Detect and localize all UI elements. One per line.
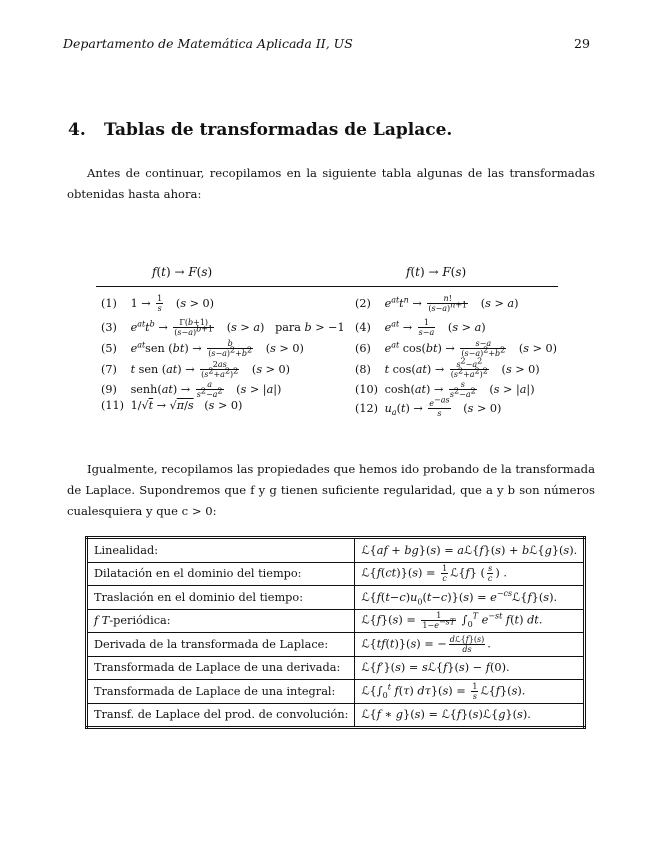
section-number: 4. — [68, 120, 86, 140]
transform-row — [101, 339, 304, 358]
table-row — [87, 538, 585, 563]
row-number: (3) — [101, 320, 117, 334]
transform-formula: $e^{at}t^b$ → $\frac{\Gamma(b+1)}{(s-a)^{b+1}}$ (s > a) para b > −1 — [130, 318, 345, 337]
transform-row — [101, 294, 214, 313]
row-number: (2) — [355, 296, 371, 310]
property-name: Derivada de la transformada de Laplace: — [87, 633, 355, 657]
row-number: (9) — [101, 382, 117, 396]
transform-formula: $u_a(t)$ → $\frac{e^{-as}}{s}$ (s > 0) — [384, 395, 502, 418]
property-formula: ℒ{f′}(s) = sℒ{f}(s) − f(0). — [355, 656, 585, 680]
row-number: (5) — [101, 341, 117, 355]
transform-formula: $e^{at}$ cos(bt) → $\frac{s-a}{(s-a)^2+b^2}$ (s > 0) — [384, 339, 557, 358]
property-name: Transformada de Laplace de una integral: — [87, 680, 355, 704]
transform-table-rule — [96, 286, 558, 287]
section-title — [68, 120, 452, 140]
transform-row — [355, 356, 540, 379]
transform-row — [101, 399, 242, 412]
row-number: (8) — [355, 362, 371, 376]
transform-formula: 1/√t → √π/s (s > 0) — [130, 399, 243, 412]
property-formula: $ℒ\{f(t-c)u_0(t-c)\}(s)$ = $e^{-cs}ℒ\{f\}(s)$. — [355, 586, 585, 610]
table-row — [87, 609, 585, 633]
transform-formula: $e^{at}$ → $\frac{1}{s-a}$ (s > a) — [384, 318, 486, 337]
properties-intro-paragraph — [67, 459, 595, 522]
property-formula: ℒ{af + bg}(s) = aℒ{f}(s) + bℒ{g}(s). — [355, 538, 585, 563]
intro-text: Antes de continuar, recopilamos en la siguiente tabla algunas de las transformadas obtenidas hasta ahora: — [67, 166, 595, 201]
section-title-text: Tablas de transformadas de Laplace. — [104, 120, 453, 140]
transform-formula: senh(at) → $\frac{a}{s^2-a^2}$ (s > |a|) — [130, 380, 282, 399]
row-number: (12) — [355, 401, 378, 415]
properties-intro-text: Igualmente, recopilamos las propiedades que hemos ido probando de la transformada de Laplace. Supondremos que f y g tienen suficiente regularidad, que a y b son números cualesquiera y que c > 0: — [67, 462, 595, 518]
row-number: (7) — [101, 362, 117, 376]
property-name: f T-periódica: — [87, 609, 355, 633]
intro-paragraph — [67, 163, 595, 205]
property-formula: ℒ{f(ct)}(s) = $\frac{1}{c}$ ℒ{f} ( $\frac{s}{c}$ ) . — [355, 562, 585, 586]
transform-row — [355, 318, 486, 337]
properties-table — [85, 536, 586, 729]
transform-row — [101, 380, 281, 399]
table-row — [87, 656, 585, 680]
row-number: (10) — [355, 382, 378, 396]
page-number: 29 — [574, 36, 590, 51]
table-row — [87, 562, 585, 586]
transform-header-left: f(t) → F(s) — [152, 265, 213, 279]
table-row — [87, 586, 585, 610]
property-formula: ℒ{tf(t)}(s) = − dℒ{f}(s) ds . — [355, 633, 585, 657]
property-name: Linealidad: — [87, 538, 355, 563]
property-formula: ℒ{f}(s) = $\frac{1}{1-e^{-sT}}$ $\int_0^T$ $e^{-st}$ f(t) dt. — [355, 609, 585, 633]
transform-row — [101, 318, 345, 337]
transform-formula: 1 → $\frac{1}{s}$ (s > 0) — [130, 294, 215, 313]
transform-row — [355, 395, 502, 418]
property-name: Traslación en el dominio del tiempo: — [87, 586, 355, 610]
transform-formula: t cos(at) → $\frac{s^2-a^2}{(s^2+a^2)^2}$ (s > 0) — [384, 356, 540, 379]
table-row — [87, 680, 585, 704]
property-formula: ℒ{f ∗ g}(s) = ℒ{f}(s)ℒ{g}(s). — [355, 703, 585, 728]
transform-row — [355, 294, 518, 313]
property-name: Transformada de Laplace de una derivada: — [87, 656, 355, 680]
transform-formula: $e^{at}t^n$ → $\frac{n!}{(s-a)^{n+1}}$ (s > a) — [384, 294, 519, 313]
transform-header-right: f(t) → F(s) — [406, 265, 467, 279]
running-header: Departamento de Matemática Aplicada II, US — [63, 36, 353, 51]
property-name: Dilatación en el dominio del tiempo: — [87, 562, 355, 586]
property-name: Transf. de Laplace del prod. de convolución: — [87, 703, 355, 728]
table-row — [87, 703, 585, 728]
row-number: (11) — [101, 399, 124, 412]
transform-formula: cosh(at) → $\frac{s}{s^2-a^2}$ (s > |a|) — [384, 380, 535, 399]
row-number: (6) — [355, 341, 371, 355]
transform-formula: t sen (at) → $\frac{2as}{(s^2+a^2)^2}$ (s > 0) — [130, 360, 291, 379]
table-row — [87, 633, 585, 657]
property-formula: $ℒ\{\int_0^t$ f(τ) dτ}(s) = $\frac{1}{s}$ ℒ{f}(s). — [355, 680, 585, 704]
row-number: (4) — [355, 320, 371, 334]
row-number: (1) — [101, 296, 117, 310]
transform-formula: $e^{at}sen$ (bt) → $\frac{b}{(s-a)^2+b^2}$ (s > 0) — [130, 339, 304, 358]
transform-row — [355, 339, 557, 358]
transform-row — [101, 360, 290, 379]
